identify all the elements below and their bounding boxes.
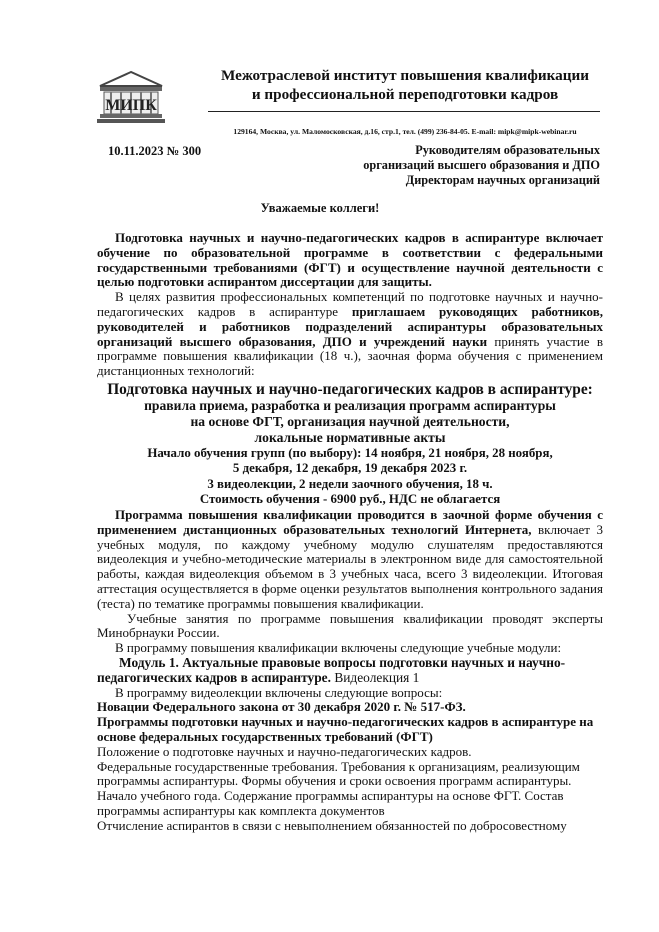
module-1-heading	[97, 656, 603, 686]
program-subtitle-line: на основе ФГТ, организация научной деятельности,	[190, 413, 510, 429]
form-paragraph-text: включает 3 учебных модуля, по каждому учебному модулю слушателям предоставляются видеолекция и учебно-методические материалы в электронном виде для самостоятельной работы, каждая видеолекция объемом в 3 учебных часа, всего 3 видеолекции. Итоговая аттестация осуществляется в форме оценки результатов выполнения контрольного задания (теста) по тематике программы повышения квалификации.	[97, 521, 604, 611]
program-format: 3 видеолекции, 2 недели заочного обучения, 18 ч.	[207, 476, 493, 491]
experts-paragraph: Учебные занятия по программе повышения квалификации проводят эксперты Минобрнауки России.	[97, 610, 603, 641]
recipient-line: Директорам научных организаций	[405, 173, 600, 187]
module-1-title: Модуль 1. Актуальные правовые вопросы подготовки научных и научно-педагогических кадров в аспирантуре.	[97, 654, 566, 685]
program-subtitle-line: локальные нормативные акты	[254, 429, 446, 445]
program-title: Подготовка научных и научно-педагогических кадров в аспирантуре:	[107, 380, 593, 398]
lecture-intro: В программу видеолекции включены следующие вопросы:	[115, 684, 443, 700]
letter-body	[97, 231, 603, 834]
recipient-line: Руководителям образовательных	[415, 143, 600, 157]
institute-name-line2: и профессиональной переподготовки кадров	[251, 86, 559, 103]
program-cost: Стоимость обучения - 6900 руб., НДС не облагается	[199, 492, 501, 507]
institute-address: 129164, Москва, ул. Маломосковская, д.16, стр.1, тел. (499) 236-84-05. E-mail: mipk@mipk-webinar.ru	[233, 127, 577, 136]
topic-programs: Программы подготовки научных и научно-педагогических кадров в аспирантуре на основе федеральных государственных требований (ФГТ)	[97, 714, 594, 744]
invitation-text-end: принять участие в программе повышения квалификации (18 ч.), заочная форма обучения с применением дистанционных технологий:	[97, 333, 603, 379]
topic-law: Новации Федерального закона от 30 декабря 2020 г. № 517-ФЗ.	[97, 699, 466, 715]
invitation-audience: приглашаем руководящих работников, руководителей и работников подразделений аспирантуры образовательных организаций высшего образования, ДПО и учреждений науки	[97, 303, 603, 349]
logo-lettering: МИПК	[105, 97, 157, 114]
institute-name	[205, 66, 605, 104]
content-line: Положение о подготовке научных и научно-педагогических кадров.	[97, 743, 472, 759]
institute-logo	[96, 70, 166, 128]
form-paragraph	[97, 508, 603, 612]
form-paragraph-bold: Программа повышения квалификации проводится в заочной форме обучения с применением дистанционных образовательных технологий Интернета,	[97, 506, 603, 537]
institute-name-line1: Межотраслевой институт повышения квалификации	[220, 67, 590, 84]
program-subtitle-line: правила приема, разработка и реализация программ аспирантуры	[144, 397, 556, 413]
module-1-note: Видеолекция 1	[330, 669, 420, 685]
content-line: Отчисление аспирантов в связи с невыполнением обязанностей по добросовестному	[97, 817, 567, 833]
letter-date-number: 10.11.2023 № 300	[108, 144, 202, 158]
invitation-text-start: В целях развития профессиональных компетенций по подготовке научных и научно-педагогических кадров в аспирантуре	[97, 289, 603, 319]
greeting: Уважаемые коллеги!	[260, 201, 380, 215]
start-dates-line1: Начало обучения групп (по выбору): 14 ноября, 21 ноября, 28 ноября,	[147, 445, 553, 460]
content-line: Начало учебного года. Содержание программы аспирантуры на основе ФГТ. Состав программы аспирантуры как комплекта документов	[97, 788, 564, 818]
modules-intro: В программу повышения квалификации включены следующие учебные модули:	[115, 640, 562, 656]
header-divider	[208, 111, 600, 112]
invitation-paragraph	[97, 290, 603, 379]
content-line: Федеральные государственные требования. Требования к организациям, реализующим программы аспирантуры. Формы обучения и сроки освоения программ аспирантуры.	[97, 758, 580, 789]
intro-paragraph: Подготовка научных и научно-педагогических кадров в аспирантуре включает обучение по образовательной программе в соответствии с федеральными государственными требованиями (ФГТ) и осуществление научной деятельности с целью подготовки аспирантом диссертации для защиты.	[97, 230, 603, 290]
recipient-line: организаций высшего образования и ДПО	[363, 158, 600, 172]
start-dates-line2: 5 декабря, 12 декабря, 19 декабря 2023 г.	[232, 461, 468, 476]
recipients-block	[360, 143, 600, 188]
